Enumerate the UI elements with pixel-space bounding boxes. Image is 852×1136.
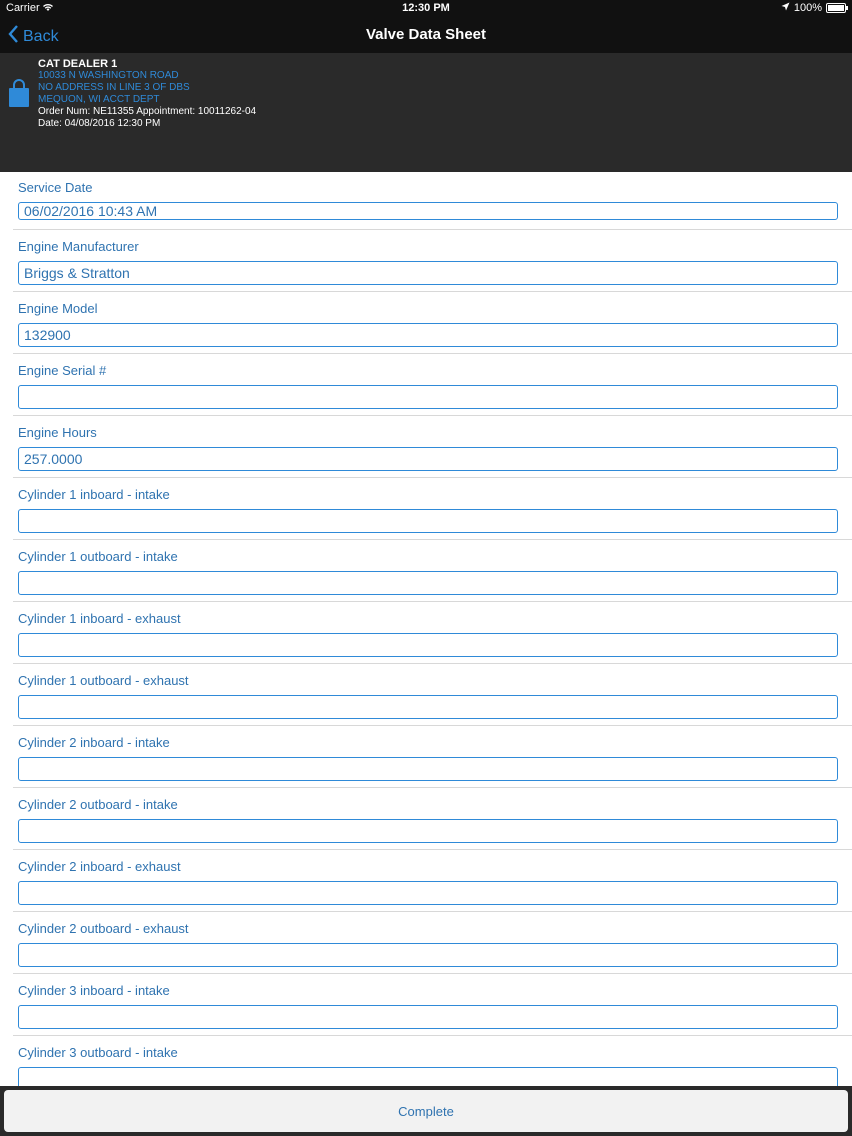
back-label: Back <box>23 27 59 45</box>
status-time: 12:30 PM <box>402 2 450 14</box>
field-label: Cylinder 2 outboard - intake <box>18 797 178 812</box>
form-row-cyl1-outboard-intake <box>13 540 852 602</box>
form-row-cyl1-inboard-intake <box>13 478 852 540</box>
order-info-text <box>38 58 256 130</box>
address-line-2[interactable]: NO ADDRESS IN LINE 3 OF DBS <box>38 82 190 93</box>
engine-manufacturer-input[interactable] <box>18 261 838 285</box>
form-row-cyl1-outboard-exhaust <box>13 664 852 726</box>
field-label: Cylinder 1 outboard - intake <box>18 549 178 564</box>
field-label: Cylinder 1 outboard - exhaust <box>18 673 189 688</box>
cyl2-inboard-intake-input[interactable] <box>18 757 838 781</box>
form-row-engine-model <box>13 292 852 354</box>
form-row-cyl2-inboard-intake <box>13 726 852 788</box>
complete-button[interactable]: Complete <box>4 1090 848 1132</box>
field-label: Cylinder 3 inboard - intake <box>18 983 170 998</box>
bottom-toolbar <box>0 1086 852 1136</box>
address-line-1[interactable]: 10033 N WASHINGTON ROAD <box>38 70 179 81</box>
field-label: Engine Hours <box>18 425 97 440</box>
form-row-cyl2-inboard-exhaust <box>13 850 852 912</box>
status-bar <box>0 0 852 17</box>
cyl1-outboard-exhaust-input[interactable] <box>18 695 838 719</box>
field-label: Cylinder 2 inboard - intake <box>18 735 170 750</box>
shopping-bag-icon <box>8 79 30 109</box>
cyl3-inboard-intake-input[interactable] <box>18 1005 838 1029</box>
order-info-panel <box>0 53 852 172</box>
field-label: Cylinder 1 inboard - intake <box>18 487 170 502</box>
page-title: Valve Data Sheet <box>365 26 487 43</box>
battery-percent: 100% <box>793 2 822 14</box>
form-row-engine-manufacturer <box>13 230 852 292</box>
cyl2-inboard-exhaust-input[interactable] <box>18 881 838 905</box>
navigation-bar <box>0 17 852 53</box>
engine-hours-input[interactable] <box>18 447 838 471</box>
form-row-cyl2-outboard-intake <box>13 788 852 850</box>
field-label: Engine Serial # <box>18 363 107 378</box>
dealer-name: CAT DEALER 1 <box>38 58 118 70</box>
field-label: Cylinder 2 outboard - exhaust <box>18 921 189 936</box>
field-label: Cylinder 1 inboard - exhaust <box>18 611 181 626</box>
form-row-cyl1-inboard-exhaust <box>13 602 852 664</box>
engine-model-input[interactable] <box>18 323 838 347</box>
order-line: Order Num: NE11355 Appointment: 10011262-04 <box>38 106 257 117</box>
status-right <box>781 2 846 14</box>
service-date-input[interactable] <box>18 202 838 220</box>
form-row-engine-hours <box>13 416 852 478</box>
engine-serial-input[interactable] <box>18 385 838 409</box>
field-label: Engine Manufacturer <box>18 239 139 254</box>
field-label: Cylinder 2 inboard - exhaust <box>18 859 181 874</box>
valve-data-form <box>0 172 852 1086</box>
form-row-engine-serial <box>13 354 852 416</box>
cyl1-outboard-intake-input[interactable] <box>18 571 838 595</box>
field-label: Service Date <box>18 180 93 195</box>
form-row-cyl2-outboard-exhaust <box>13 912 852 974</box>
battery-icon <box>826 3 846 13</box>
carrier-label: Carrier <box>6 2 40 14</box>
form-row-cyl3-outboard-intake <box>13 1036 852 1086</box>
address-line-3[interactable]: MEQUON, WI ACCT DEPT <box>38 94 160 105</box>
field-label: Engine Model <box>18 301 98 316</box>
form-row-cyl3-inboard-intake <box>13 974 852 1036</box>
cyl2-outboard-intake-input[interactable] <box>18 819 838 843</box>
date-line: Date: 04/08/2016 12:30 PM <box>38 118 161 129</box>
location-icon <box>781 2 790 14</box>
cyl1-inboard-intake-input[interactable] <box>18 509 838 533</box>
cyl1-inboard-exhaust-input[interactable] <box>18 633 838 657</box>
cyl3-outboard-intake-input[interactable] <box>18 1067 838 1086</box>
field-label: Cylinder 3 outboard - intake <box>18 1045 178 1060</box>
form-row-service-date <box>13 172 852 230</box>
cyl2-outboard-exhaust-input[interactable] <box>18 943 838 967</box>
